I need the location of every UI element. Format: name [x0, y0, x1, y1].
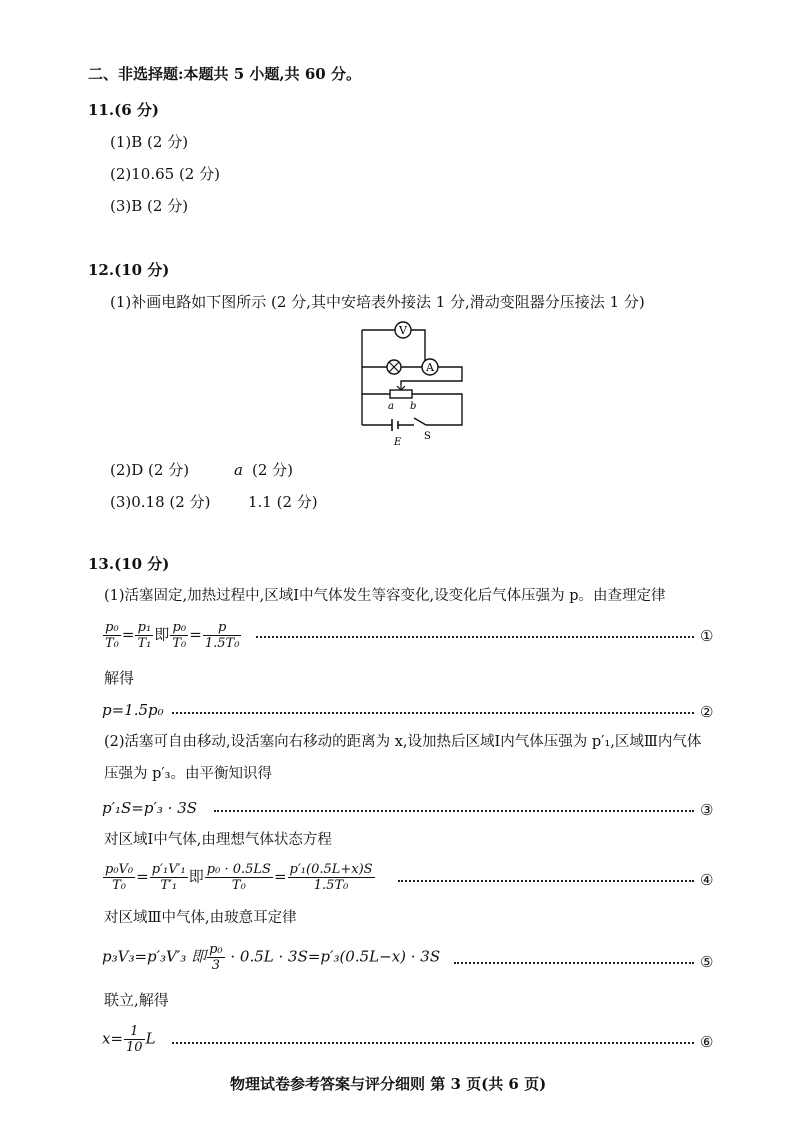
q12-part2: (2)D (2 分) [110, 461, 190, 479]
leader-dots [172, 1042, 694, 1044]
q13-conclusion-text: 联立,解得 [104, 991, 169, 1009]
q13-part4-text: 对区域Ⅲ中气体,由玻意耳定律 [104, 910, 297, 926]
q12-heading: 12.(10 分) [88, 261, 170, 279]
q11-answer-1: (1)B (2 分) [110, 133, 189, 151]
rheostat-end-b: b [410, 401, 417, 412]
q13-equation-1: $\frac{\text{p₀}}{\text{T₀}}$ = $\frac{\text{p₁}}{\text{T₁}}$ 即 $\frac{\text{p₀}}{\text{T₀}}$ = $\frac{p}{\text{1.5T₀}}$ [105, 620, 240, 651]
lamp-icon [387, 360, 401, 374]
voltmeter-label: V [399, 324, 407, 337]
equation-number-1: ① [700, 627, 714, 645]
ammeter-label: A [426, 361, 434, 374]
q13-equation-6: x= $\frac{1}{10}$ L [102, 1024, 156, 1055]
q13-part2-text-a: (2)活塞可自由移动,设活塞向右移动的距离为 x,设加热后区域Ⅰ内气体压强为 p′₁,区域Ⅲ内气体 [104, 734, 702, 750]
q12-part3-answer: 1.1 (2 分) [248, 493, 318, 511]
switch-icon [424, 431, 431, 442]
page-footer: 物理试卷参考答案与评分细则 第 3 页(共 6 页) [230, 1075, 547, 1093]
q13-heading: 13.(10 分) [88, 555, 170, 573]
q12-part2-score: (2 分) [252, 461, 294, 479]
ammeter-icon [422, 359, 438, 375]
q11-heading: 11.(6 分) [88, 101, 159, 119]
q11-answer-3: (3)B (2 分) [110, 197, 189, 215]
leader-dots [454, 962, 694, 964]
equation-number-2: ② [700, 703, 714, 721]
q11-answer-2: (2)10.65 (2 分) [110, 165, 220, 183]
q12-part2-answer-a: a [234, 461, 243, 479]
q12-part1: (1)补画电路如下图所示 (2 分,其中安培表外接法 1 分,滑动变阻器分压接法 1 分) [110, 293, 645, 311]
q13-equation-2: p=1.5p₀ [102, 701, 164, 719]
q13-equation-3: p′₁S=p′₃ · 3S [102, 799, 198, 817]
equation-number-4: ④ [700, 871, 714, 889]
q12-part3: (3)0.18 (2 分) [110, 493, 211, 511]
leader-dots [172, 712, 694, 714]
equation-number-6: ⑥ [700, 1033, 714, 1051]
circuit-diagram [352, 318, 468, 448]
rheostat-icon [388, 385, 416, 412]
switch-label: S [424, 431, 431, 442]
rheostat-end-a: a [388, 401, 394, 412]
q13-part3-text: 对区域Ⅰ中气体,由理想气体状态方程 [104, 832, 332, 848]
q13-equation-4: $\frac{\text{p₀V₀}}{\text{T₀}}$ = $\frac{\text{p′₁V′₁}}{\text{T′₁}}$ 即 $\frac{\text{p₀ · 0.5LS}}{\text{T₀}}$ = $\frac{\text{p′₁(0.5L+x)S}}{\text{1.5T₀}}$ [105, 862, 373, 893]
equation-number-5: ⑤ [700, 953, 714, 971]
q13-part2-text-b: 压强为 p′₃。由平衡知识得 [104, 766, 272, 782]
leader-dots [256, 636, 694, 638]
q13-jiede: 解得 [104, 669, 135, 687]
voltmeter-icon [395, 322, 411, 338]
q13-equation-5: p₃V₃=p′₃V′₃ 即 $\frac{\text{p₀}}{3}$ · 0.5L · 3S=p′₃(0.5L−x) · 3S [102, 942, 441, 973]
equation-number-3: ③ [700, 801, 714, 819]
leader-dots [214, 810, 694, 812]
leader-dots [398, 880, 694, 882]
q13-part1-text: (1)活塞固定,加热过程中,区域Ⅰ中气体发生等容变化,设变化后气体压强为 p。由查理定律 [104, 588, 666, 604]
battery-label: E [394, 437, 402, 448]
section-title: 二、非选择题:本题共 5 小题,共 60 分。 [88, 65, 361, 83]
battery-icon [392, 419, 402, 448]
